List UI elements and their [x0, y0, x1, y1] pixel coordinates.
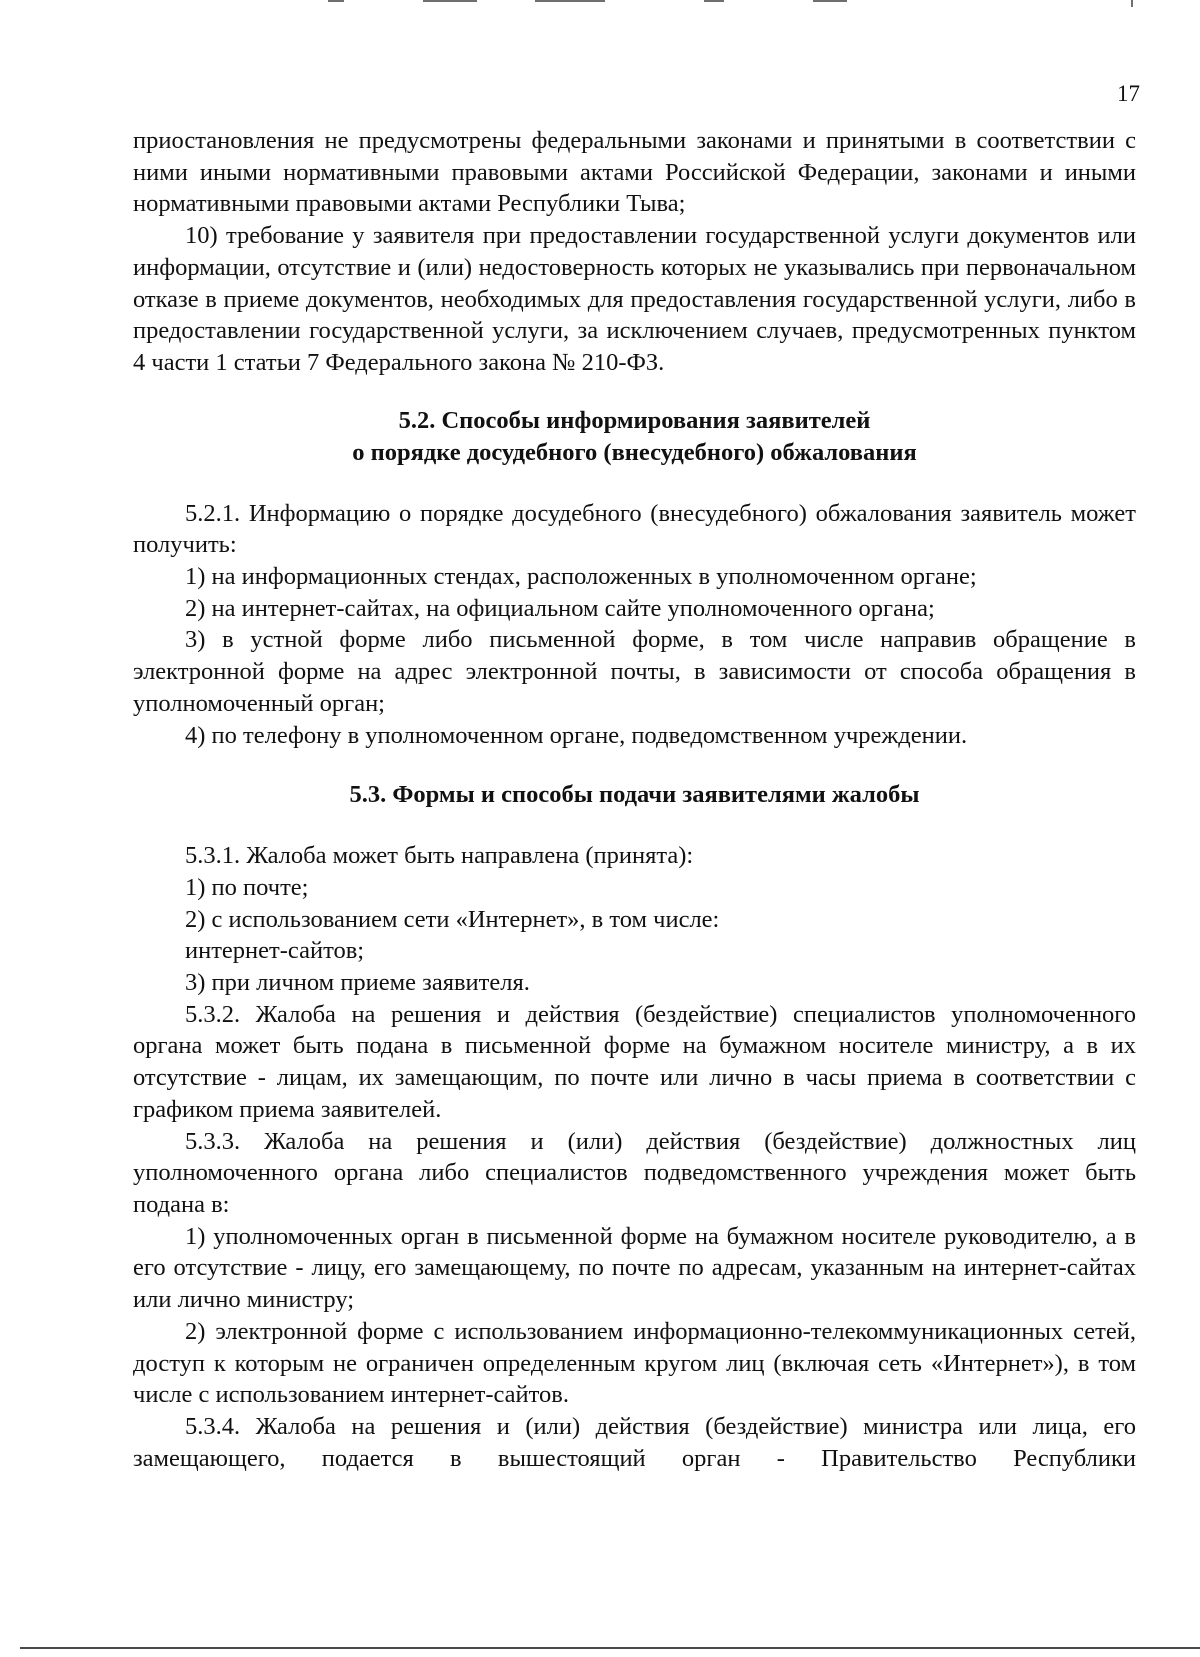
section-heading-line: 5.3. Формы и способы подачи заявителями жалобы [349, 781, 920, 809]
list-item: 2) на интернет-сайтах, на официальном сайте уполномоченного органа; [185, 594, 935, 622]
section-heading-line: 5.2. Способы информирования заявителей [398, 406, 871, 434]
list-item: 1) уполномоченных орган в письменной форме на бумажном носителе руководителю, а в его отсутствие - лицу, его замещающему, по почте по адресам, указанным на интернет-сайтах или лично министру; [133, 1222, 1136, 1314]
paragraph-continued: приостановления не предусмотрены федеральными законами и принятыми в соответствии с ними иными нормативными правовыми актами Российской Федерации, законами и иными нормативными правовыми актами Республики Тыва; [133, 127, 1136, 218]
list-item: 3) при личном приеме заявителя. [185, 969, 530, 997]
list-item: интернет-сайтов; [185, 937, 365, 965]
document-body [133, 125, 1136, 1474]
list-item: 2) электронной форме с использованием информационно-телекоммуникационных сетей, доступ к которым не ограничен определенным кругом лиц (включая сеть «Интернет»), в том числе с использованием интернет-сайтов. [133, 1317, 1136, 1409]
section-5-2-heading [133, 405, 1136, 469]
scan-edge-line-bottom [20, 1647, 1200, 1649]
scan-mark [423, 0, 477, 2]
scan-mark [704, 0, 724, 2]
list-item: 2) с использованием сети «Интернет», в том числе: [185, 905, 720, 933]
scan-mark [328, 0, 344, 2]
section-heading-line: о порядке досудебного (внесудебного) обжалования [352, 438, 917, 466]
section-5-3-heading [133, 779, 1136, 811]
list-item: 1) на информационных стендах, расположенных в уполномоченном органе; [185, 563, 977, 591]
list-item: 3) в устной форме либо письменной форме, в том числе направив обращение в электронной форме на адрес электронной почты, в зависимости от способа обращения в уполномоченный орган; [133, 626, 1136, 717]
paragraph-5-3-3: 5.3.3. Жалоба на решения и (или) действия (бездействие) должностных лиц уполномоченного органа либо специалистов подведомственного учреждения может быть подана в: [133, 1127, 1136, 1218]
paragraph-5-3-2: 5.3.2. Жалоба на решения и действия (бездействие) специалистов уполномоченного органа может быть подана в письменной форме на бумажном носителе министру, а в их отсутствие - лицам, их замещающим, по почте или лично в часы приема в соответствии с графиком приема заявителей. [133, 1000, 1136, 1123]
paragraph-5-2-1: 5.2.1. Информацию о порядке досудебного (внесудебного) обжалования заявитель может получить: [133, 499, 1136, 559]
paragraph-5-3-4: 5.3.4. Жалоба на решения и (или) действия (бездействие) министра или лица, его замещающего, подается в вышестоящий орган - Правительство Республики [133, 1412, 1136, 1472]
list-item: 4) по телефону в уполномоченном органе, подведомственном учреждении. [185, 721, 968, 749]
scan-mark [535, 0, 605, 2]
paragraph-item-10: 10) требование у заявителя при предоставлении государственной услуги документов или информации, отсутствие и (или) недостоверность которых не указывались при первоначальном отказе в приеме документов, необходимых для предоставления государственной услуги, либо в предоставлении государственной услуги, за исключением случаев, предусмотренных пунктом 4 части 1 статьи 7 Федерального закона № 210-ФЗ. [133, 222, 1136, 376]
scan-edge-marks-top [0, 0, 1200, 8]
scan-mark [813, 0, 847, 2]
list-item: 1) по почте; [185, 873, 309, 901]
paragraph-5-3-1: 5.3.1. Жалоба может быть направлена (принята): [185, 842, 694, 870]
scan-mark [1131, 0, 1133, 7]
page-number: 17 [1117, 81, 1140, 106]
